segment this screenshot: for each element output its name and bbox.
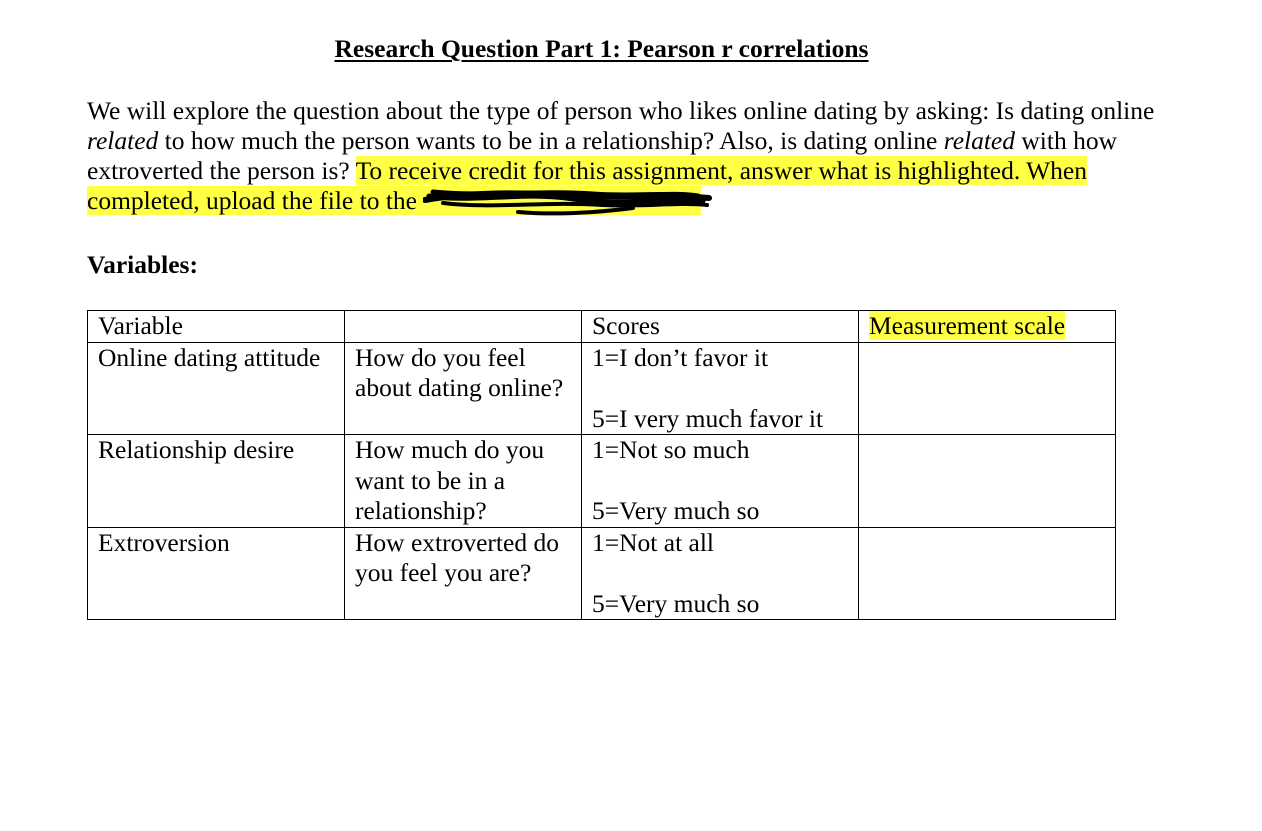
intro-text-2: to how much the person wants to be in a relationship? Also, is dating online xyxy=(158,126,944,155)
redaction-scribble xyxy=(423,191,701,213)
variable-cell: Relationship desire xyxy=(88,435,345,528)
scores-cell xyxy=(582,527,859,620)
intro-emphasis-2: related xyxy=(943,126,1016,155)
header-scores: Scores xyxy=(582,311,859,343)
intro-text-1: We will explore the question about the type of person who likes online dating by asking: Is dating online xyxy=(87,96,1155,125)
question-cell: How do you feel about dating online? xyxy=(345,342,582,435)
measurement-scale-cell[interactable] xyxy=(859,435,1116,528)
score-high: 5=Very much so xyxy=(592,496,760,525)
question-cell: How much do you want to be in a relationship? xyxy=(345,435,582,528)
variables-heading: Variables: xyxy=(87,250,198,279)
header-variable: Variable xyxy=(88,311,345,343)
header-question xyxy=(345,311,582,343)
score-high: 5=Very much so xyxy=(592,588,760,618)
scores-cell xyxy=(582,342,859,435)
score-low: 1=Not at all xyxy=(592,527,715,557)
page-title: Research Question Part 1: Pearson r correlations xyxy=(334,34,869,63)
measurement-scale-label: Measurement scale xyxy=(869,311,1066,340)
intro-paragraph xyxy=(87,96,1167,216)
scores-cell xyxy=(582,435,859,528)
score-low: 1=I don’t favor it xyxy=(592,342,769,372)
score-low: 1=Not so much xyxy=(592,435,750,464)
measurement-scale-cell[interactable] xyxy=(859,342,1116,435)
header-measurement-scale xyxy=(859,311,1116,343)
measurement-scale-cell[interactable] xyxy=(859,527,1116,620)
table-header-row xyxy=(88,311,1116,343)
table-row xyxy=(88,527,1116,620)
table-row xyxy=(88,435,1116,528)
intro-emphasis-1: related xyxy=(87,126,159,155)
variables-table xyxy=(87,310,1116,620)
table-row xyxy=(88,342,1116,435)
highlighted-instruction-text: To receive credit for this assignment, answer what is highlighted. When completed, upload the file to the xyxy=(87,156,1087,215)
variable-cell: Extroversion xyxy=(88,527,345,620)
question-cell: How extroverted do you feel you are? xyxy=(345,527,582,620)
score-high: 5=I very much favor it xyxy=(592,403,824,433)
variable-cell: Online dating attitude xyxy=(88,342,345,435)
intro-text-3: with how extroverted the person is? xyxy=(87,126,1118,185)
